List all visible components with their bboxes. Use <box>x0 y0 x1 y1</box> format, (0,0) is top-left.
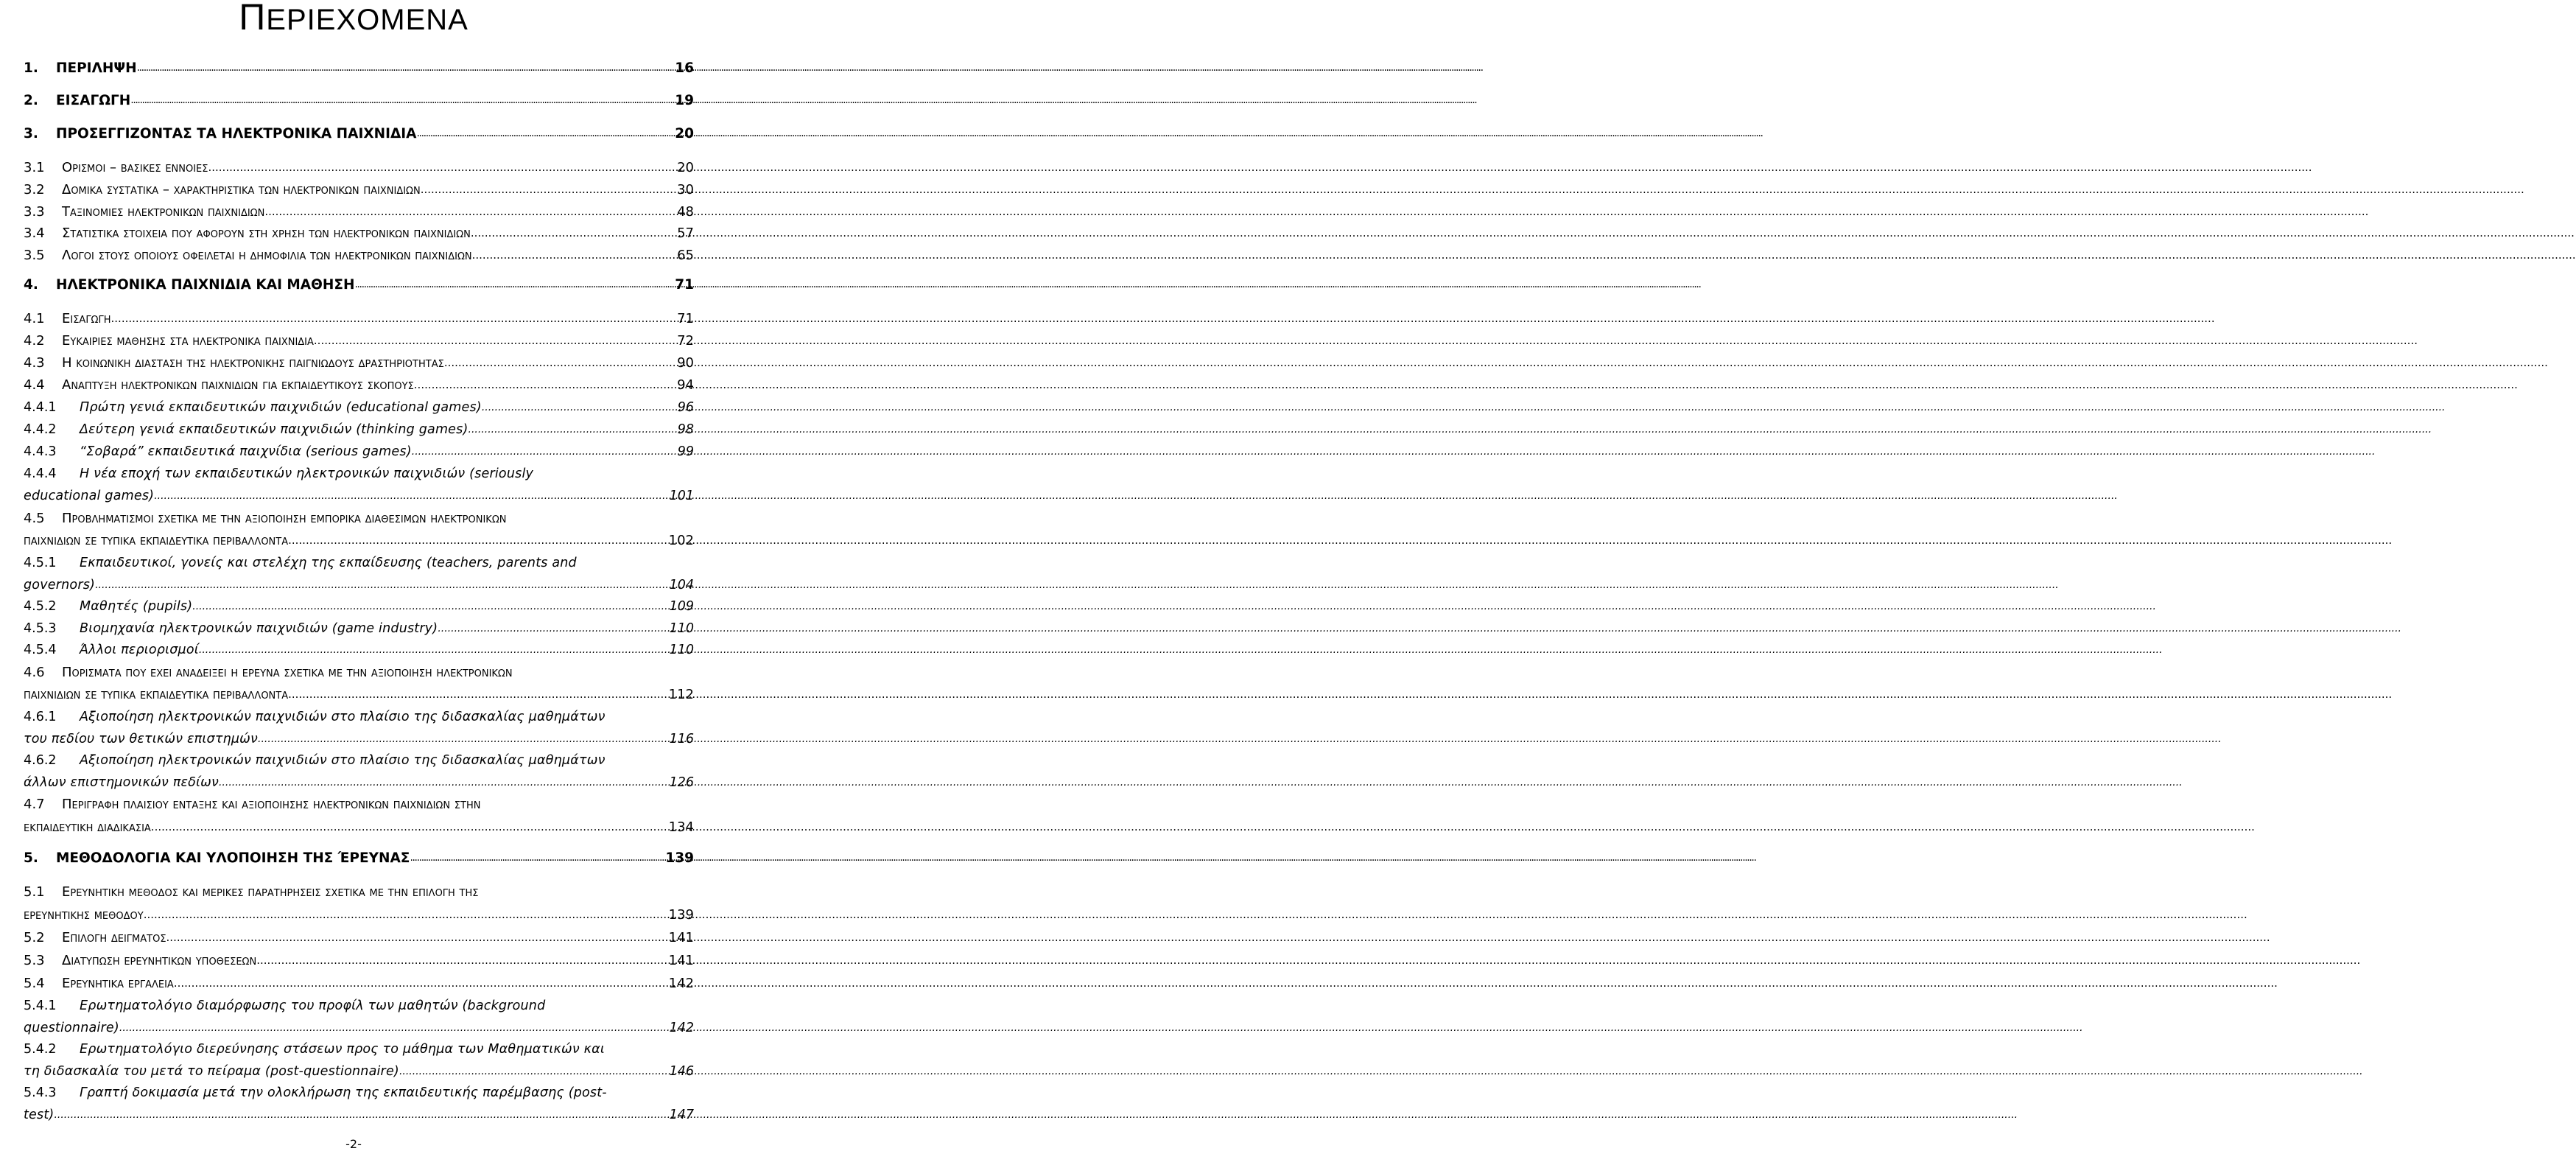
toc-entry-4[interactable] <box>24 273 694 293</box>
leader-dots <box>192 601 667 614</box>
entry-number: 4.4.3 <box>24 444 57 459</box>
entry-number: 5.4.3 <box>24 1085 57 1100</box>
page-number: 96 <box>677 400 694 415</box>
page-number: 146 <box>669 1064 694 1079</box>
toc-entry-2[interactable] <box>24 88 694 108</box>
toc-entry-4-4-1[interactable] <box>24 395 694 415</box>
entry-number: 5.4.2 <box>24 1042 57 1057</box>
toc-entry-5-1-cont[interactable] <box>24 903 694 923</box>
page-number: 99 <box>677 444 694 459</box>
toc-entry-4-5[interactable] <box>24 506 694 526</box>
toc-entry-4-6-2[interactable] <box>24 748 694 768</box>
entry-title: ΗΛΕΚΤΡΟΝΙΚΑ ΠΑΙΧΝΙΔΙΑ ΚΑΙ ΜΑΘΗΣΗ <box>56 277 355 293</box>
entry-title: Ερευνητικη μεθοδος και μερικες παρατηρησεις σχετικα με την επιλογη της <box>62 884 479 900</box>
entry-number: 4.4 <box>24 377 45 393</box>
entry-number: 5.4.1 <box>24 999 57 1013</box>
entry-number: 4.7 <box>24 797 45 812</box>
page-number: 109 <box>669 599 694 614</box>
leader-dots <box>166 931 667 945</box>
toc-entry-4-3[interactable] <box>24 351 694 371</box>
page-footer-number: -2- <box>345 1137 362 1151</box>
leader-dots <box>410 852 664 866</box>
page-number: 112 <box>668 687 694 702</box>
leader-dots <box>412 446 676 459</box>
toc-entry-4-5-1[interactable] <box>24 550 694 570</box>
entry-number: 5.3 <box>24 953 45 968</box>
entry-title: Δεύτερη γενιά εκπαιδευτικών παιχνιδιών (thinking games) <box>80 422 468 437</box>
leader-dots <box>111 312 676 326</box>
leader-dots <box>468 424 676 437</box>
entry-number: 4.3 <box>24 355 45 371</box>
entry-title: Προβληματισμοι σχετικα με την αξιοποιηση εμπορικα διαθεσιμων ηλεκτρονικων <box>62 511 507 526</box>
entry-title: Άλλοι περιορισμοί <box>80 643 199 657</box>
leader-dots <box>258 733 668 746</box>
entry-title: ΕΙΣΑΓΩΓΗ <box>56 93 131 108</box>
entry-title-continued: questionnaire) <box>24 1021 119 1035</box>
entry-title-continued: εκπαιδευτικη διαδικασια <box>24 819 151 835</box>
page-number: 98 <box>677 422 694 437</box>
page-number: 48 <box>677 204 694 220</box>
entry-title-continued: άλλων επιστημονικών πεδίων <box>24 775 219 790</box>
entry-title: Μαθητές (pupils) <box>80 599 193 614</box>
entry-title: ΠΡΟΣΕΓΓΙΖΟΝΤΑΣ ΤΑ ΗΛΕΚΤΡΟΝΙΚΑ ΠΑΙΧΝΙΔΙΑ <box>56 126 417 141</box>
page-number: 104 <box>669 578 694 592</box>
entry-title: Ερωτηματολόγιο διαμόρφωσης του προφίλ των μαθητών (background <box>80 999 546 1013</box>
toc-entry-5-4[interactable] <box>24 971 694 991</box>
leader-dots <box>119 1022 668 1035</box>
leader-dots <box>54 1109 667 1122</box>
entry-title: ΜΕΘΟΔΟΛΟΓΙΑ ΚΑΙ ΥΛΟΠΟΙΗΣΗ ΤΗΣ ΈΡΕΥΝΑΣ <box>56 850 410 866</box>
leader-dots <box>95 579 668 592</box>
toc-entry-4-6-1-cont[interactable] <box>24 727 694 746</box>
toc-entry-5-4-3[interactable] <box>24 1080 694 1100</box>
entry-title: Ερωτηματολόγιο διερεύνησης στάσεων προς το μάθημα των Μαθηματικών και <box>80 1042 605 1057</box>
page-number: 16 <box>675 60 694 76</box>
entry-title: Αξιοποίηση ηλεκτρονικών παιχνιδιών στο πλαίσιο της διδασκαλίας μαθημάτων <box>80 710 606 724</box>
entry-title: Η κοινωνικη διασταση της ηλεκτρονικης παιγνιωδους δραστηριοτητας <box>62 355 444 371</box>
toc-entry-4-5-4[interactable] <box>24 637 694 657</box>
page-number: 126 <box>669 775 694 790</box>
leader-dots <box>354 279 673 293</box>
leader-dots <box>208 161 675 175</box>
page-number: 139 <box>665 850 694 866</box>
page-number: 110 <box>669 621 694 636</box>
leader-dots <box>472 248 675 263</box>
entry-title: Πρώτη γενιά εκπαιδευτικών παιχνιδιών (educational games) <box>80 400 482 415</box>
entry-title: Αναπτυξη ηλεκτρονικων παιχνιδιων για εκπαιδευτικους σκοπους <box>62 377 414 393</box>
entry-title: Βιομηχανία ηλεκτρονικών παιχνιδιών (game industry) <box>80 621 438 636</box>
toc-entry-3-5[interactable] <box>24 243 694 263</box>
toc-entry-3-4[interactable] <box>24 221 694 241</box>
entry-number: 2. <box>24 93 38 108</box>
toc-entry-4-5-2[interactable] <box>24 594 694 614</box>
entry-title-continued: test) <box>24 1108 55 1122</box>
entry-title-continued: του πεδίου των θετικών επιστημών <box>24 732 259 746</box>
leader-dots <box>414 378 675 393</box>
toc-entry-4-6[interactable] <box>24 660 694 680</box>
entry-number: 3.2 <box>24 182 45 197</box>
toc-entry-5-4-2[interactable] <box>24 1037 694 1057</box>
leader-dots <box>288 688 667 702</box>
entry-title: Επιλογη δειγματος <box>62 930 166 945</box>
entry-number: 4.5.3 <box>24 621 57 636</box>
leader-dots <box>130 94 673 108</box>
leader-dots <box>421 183 675 197</box>
entry-number: 3. <box>24 126 38 141</box>
entry-number: 4. <box>24 277 38 293</box>
page-number: 30 <box>677 182 694 197</box>
entry-title: Η νέα εποχή των εκπαιδευτικών ηλεκτρονικών παιχνιδιών (seriously <box>80 466 534 481</box>
toc-entry-3-1[interactable] <box>24 155 694 175</box>
toc-entry-5-2[interactable] <box>24 926 694 945</box>
entry-title: Ευκαιριες μαθησης στα ηλεκτρονικα παιχνιδια <box>62 333 314 349</box>
toc-entry-5-1[interactable] <box>24 880 694 900</box>
page-number: 90 <box>677 355 694 371</box>
entry-title-continued: παιχνιδιων σε τυπικα εκπαιδευτικα περιβαλλοντα <box>24 533 289 548</box>
leader-dots <box>444 356 675 371</box>
leader-dots <box>264 205 675 220</box>
entry-number: 4.2 <box>24 333 45 349</box>
page-number: 94 <box>677 377 694 393</box>
page-number: 57 <box>677 225 694 241</box>
entry-title: Εισαγωγη <box>62 311 111 326</box>
page-number: 65 <box>677 248 694 263</box>
entry-number: 4.6 <box>24 665 45 680</box>
toc-entry-4-4[interactable] <box>24 373 694 393</box>
entry-number: 1. <box>24 60 38 76</box>
entry-number: 5.2 <box>24 930 45 945</box>
entry-number: 5.1 <box>24 884 45 900</box>
toc-entry-3[interactable] <box>24 122 694 141</box>
entry-number: 5. <box>24 850 38 866</box>
leader-dots <box>314 334 675 349</box>
toc-entry-5-3[interactable] <box>24 948 694 968</box>
entry-number: 4.4.4 <box>24 466 57 481</box>
leader-dots <box>219 777 668 790</box>
entry-number: 4.5.1 <box>24 556 57 570</box>
leader-dots <box>417 127 674 141</box>
entry-title-continued: ερευνητικης μεθοδου <box>24 907 144 923</box>
toc-entry-3-3[interactable] <box>24 200 694 220</box>
entry-title: Δομικα συστατικα – χαρακτηριστικα των ηλεκτρονικων παιχνιδιων <box>62 182 421 197</box>
page-number: 147 <box>669 1108 694 1122</box>
leader-dots <box>154 490 667 503</box>
page-number: 19 <box>675 93 694 108</box>
page-number: 20 <box>677 160 694 175</box>
toc-entry-4-6-1[interactable] <box>24 704 694 724</box>
entry-number: 4.5.4 <box>24 643 57 657</box>
leader-dots <box>144 908 667 923</box>
leader-dots <box>174 976 667 991</box>
page-number: 72 <box>677 333 694 349</box>
entry-number: 3.4 <box>24 225 45 241</box>
toc-entry-4-2[interactable] <box>24 329 694 349</box>
entry-number: 3.1 <box>24 160 45 175</box>
entry-title: Ταξινομιες ηλεκτρονικων παιχνιδιων <box>62 204 265 220</box>
leader-dots <box>151 820 667 835</box>
leader-dots <box>482 402 676 415</box>
toc-entry-4-5-1-cont[interactable] <box>24 573 694 592</box>
entry-title-continued: educational games) <box>24 489 155 503</box>
entry-title: ΠΕΡΙΛΗΨΗ <box>56 60 137 76</box>
entry-title: Αξιοποίηση ηλεκτρονικών παιχνιδιών στο πλαίσιο της διδασκαλίας μαθημάτων <box>80 753 606 768</box>
leader-dots <box>256 954 667 968</box>
entry-title: Διατυπωση ερευνητικων υποθεσεων <box>62 953 257 968</box>
page-title: ΠΕΡΙΕΧΟΜΕΝΑ <box>239 0 468 38</box>
toc-entry-1[interactable] <box>24 56 694 76</box>
entry-number: 4.1 <box>24 311 45 326</box>
toc-entry-4-7[interactable] <box>24 792 694 812</box>
entry-number: 4.6.1 <box>24 710 57 724</box>
page-number: 102 <box>668 533 694 548</box>
entry-number: 4.4.2 <box>24 422 57 437</box>
toc-entry-5-4-2-cont[interactable] <box>24 1059 694 1079</box>
entry-title: “Σοβαρά” εκπαιδευτικά παιχνίδια (serious games) <box>80 444 412 459</box>
entry-number: 3.5 <box>24 248 45 263</box>
page-number: 134 <box>668 819 694 835</box>
toc-entry-4-4-4[interactable] <box>24 461 694 481</box>
toc-entry-5-4-3-cont[interactable] <box>24 1102 694 1122</box>
page-number: 110 <box>669 643 694 657</box>
toc-entry-4-5-3[interactable] <box>24 616 694 636</box>
entry-number: 4.5.2 <box>24 599 57 614</box>
toc-entry-4-4-4-cont[interactable] <box>24 483 694 503</box>
page-number: 101 <box>669 489 694 503</box>
entry-number: 3.3 <box>24 204 45 220</box>
leader-dots <box>438 623 667 636</box>
entry-title: Γραπτή δοκιμασία μετά την ολοκλήρωση της εκπαιδευτικής παρέμβασης (post- <box>80 1085 607 1100</box>
entry-number: 4.6.2 <box>24 753 57 768</box>
entry-title: Λογοι στους οποιους οφειλεται η δημοφιλια των ηλεκτρονικων παιχνιδιων <box>62 248 472 263</box>
entry-title: Εκπαιδευτικοί, γονείς και στελέχη της εκπαίδευσης (teachers, parents and <box>80 556 577 570</box>
leader-dots <box>288 534 667 548</box>
page-number: 142 <box>669 1021 694 1035</box>
page-number: 20 <box>675 126 694 141</box>
entry-title: Στατιστικα στοιχεια που αφορουν στη χρηση των ηλεκτρονικων παιχνιδιων <box>62 225 471 241</box>
entry-title-continued: governors) <box>24 578 96 592</box>
page-number: 71 <box>675 277 694 293</box>
entry-number: 4.5 <box>24 511 45 526</box>
entry-number: 5.4 <box>24 976 45 991</box>
leader-dots <box>199 644 668 657</box>
entry-title: Περιγραφη πλαισιου ενταξης και αξιοποιησης ηλεκτρονικων παιχνιδιων στην <box>62 797 481 812</box>
page-number: 141 <box>668 953 694 968</box>
entry-title-continued: τη διδασκαλία του μετά το πείραμα (post-questionnaire) <box>24 1064 399 1079</box>
toc-entry-4-6-2-cont[interactable] <box>24 770 694 790</box>
leader-dots <box>137 62 674 76</box>
page-number: 141 <box>668 930 694 945</box>
leader-dots <box>471 226 675 241</box>
page-number: 139 <box>668 907 694 923</box>
page-number: 116 <box>669 732 694 746</box>
toc-entry-4-6-cont[interactable] <box>24 682 694 702</box>
entry-title: Πορισματα που εχει αναδειξει η ερευνα σχετικα με την αξιοποιηση ηλεκτρονικων <box>62 665 513 680</box>
toc-entry-5-4-1[interactable] <box>24 993 694 1013</box>
page-number: 71 <box>677 311 694 326</box>
toc-entry-3-2[interactable] <box>24 178 694 197</box>
toc-entry-4-5-cont[interactable] <box>24 528 694 548</box>
page-number: 142 <box>668 976 694 991</box>
toc-entry-4-1[interactable] <box>24 307 694 326</box>
toc-entry-4-4-3[interactable] <box>24 439 694 459</box>
entry-title-continued: παιχνιδιων σε τυπικα εκπαιδευτικα περιβαλλοντα <box>24 687 289 702</box>
entry-title: Ορισμοι – βασικες εννοιες <box>62 160 208 175</box>
entry-number: 4.4.1 <box>24 400 57 415</box>
toc-entry-5[interactable] <box>24 846 694 866</box>
toc-entry-4-4-2[interactable] <box>24 417 694 437</box>
leader-dots <box>399 1066 668 1079</box>
toc-entry-4-7-cont[interactable] <box>24 815 694 835</box>
toc-entry-5-4-1-cont[interactable] <box>24 1015 694 1035</box>
entry-title: Ερευνητικα εργαλεια <box>62 976 174 991</box>
